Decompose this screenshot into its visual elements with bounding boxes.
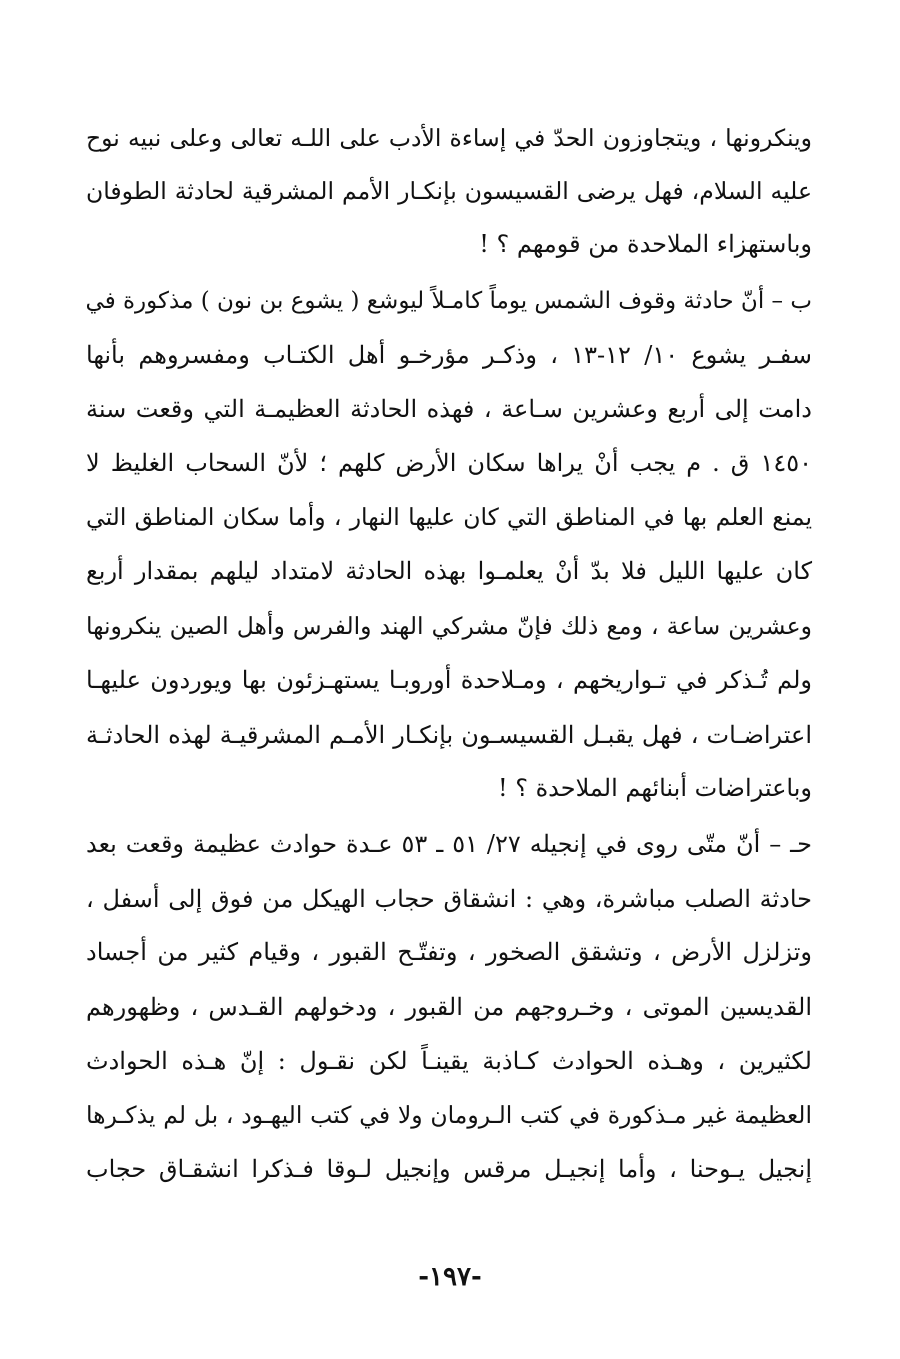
text-line-11: ولم تُـذكر في تـواريخهم ، ومـلاحدة أوروبـا يستهـزئون بها ويوردون عليهـا: [86, 666, 812, 694]
text-line-13: وباعتراضات أبنائهم الملاحدة ؟ !: [497, 774, 812, 802]
text-line-19: العظيمة غير مـذكورة في كتب الـرومان ولا في كتب اليهـود ، بل لم يذكـرها: [86, 1101, 812, 1129]
text-line-8: يمنع العلم بها في المناطق التي كان عليها النهار ، وأما سكان المناطق التي: [86, 503, 812, 531]
text-line-15: حادثة الصلب مباشرة، وهي : انشقاق حجاب الهيكل من فوق إلى أسفل ،: [86, 885, 812, 913]
item-b-first-line: ب – أنّ حادثة وقوف الشمس يوماً كامـلاً ليوشع ( يشوع بن نون ) مذكورة في: [85, 288, 812, 314]
text-line-5: سفـر يشوع ١٠/ ١٢-١٣ ، وذكـر مؤرخـو أهل الكتـاب ومفسروهم بأنها: [86, 341, 812, 369]
text-line-6: دامت إلى أربع وعشرين سـاعة ، فهذه الحادثة العظيمـة التي وقعت سنة: [86, 395, 812, 423]
text-line-9: كان عليها الليل فلا بدّ أنْ يعلمـوا بهذه الحادثة لامتداد ليلهم بمقدار أربع: [86, 557, 812, 585]
text-line-17: القديسين الموتى ، وخـروجهم من القبور ، ودخولهم القـدس ، وظهورهم: [86, 993, 812, 1021]
text-line-18: لكثيرين ، وهـذه الحوادث كـاذبة يقينـاً لكن نقـول : إنّ هـذه الحوادث: [86, 1047, 812, 1075]
text-line-1: وينكرونها ، ويتجاوزون الحدّ في إساءة الأدب على اللـه تعالى وعلى نبيه نوح: [86, 124, 812, 152]
text-line-3: وباستهزاء الملاحدة من قومهم ؟ !: [479, 230, 812, 258]
text-line-10: وعشرين ساعة ، ومع ذلك فإنّ مشركي الهند والفرس وأهل الصين ينكرونها: [86, 612, 812, 640]
text-line-16: وتزلزل الأرض ، وتشقق الصخور ، وتفتّـح القبور ، وقيام كثير من أجساد: [86, 938, 812, 966]
page-number: -١٩٧-: [418, 1262, 482, 1292]
item-c-first-line: حـ – أنّ متّى روى في إنجيله ٢٧/ ٥١ ـ ٥٣ عـدة حوادث عظيمة وقعت بعد: [86, 830, 813, 858]
text-line-12: اعتراضـات ، فهل يقبـل القسيسـون بإنكـار الأمـم المشرقيـة لهذه الحادثـة: [86, 721, 812, 749]
text-line-20: إنجيل يـوحنا ، وأما إنجيـل مرقس وإنجيل لـوقا فـذكرا انشقـاق حجاب: [86, 1155, 812, 1183]
text-line-2: عليه السلام، فهل يرضى القسيسون بإنكـار الأمم المشرقية لحادثة الطوفان: [86, 177, 812, 205]
text-line-7: ١٤٥٠ ق . م يجب أنْ يراها سكان الأرض كلهم ؛ لأنّ السحاب الغليظ لا: [86, 449, 812, 477]
